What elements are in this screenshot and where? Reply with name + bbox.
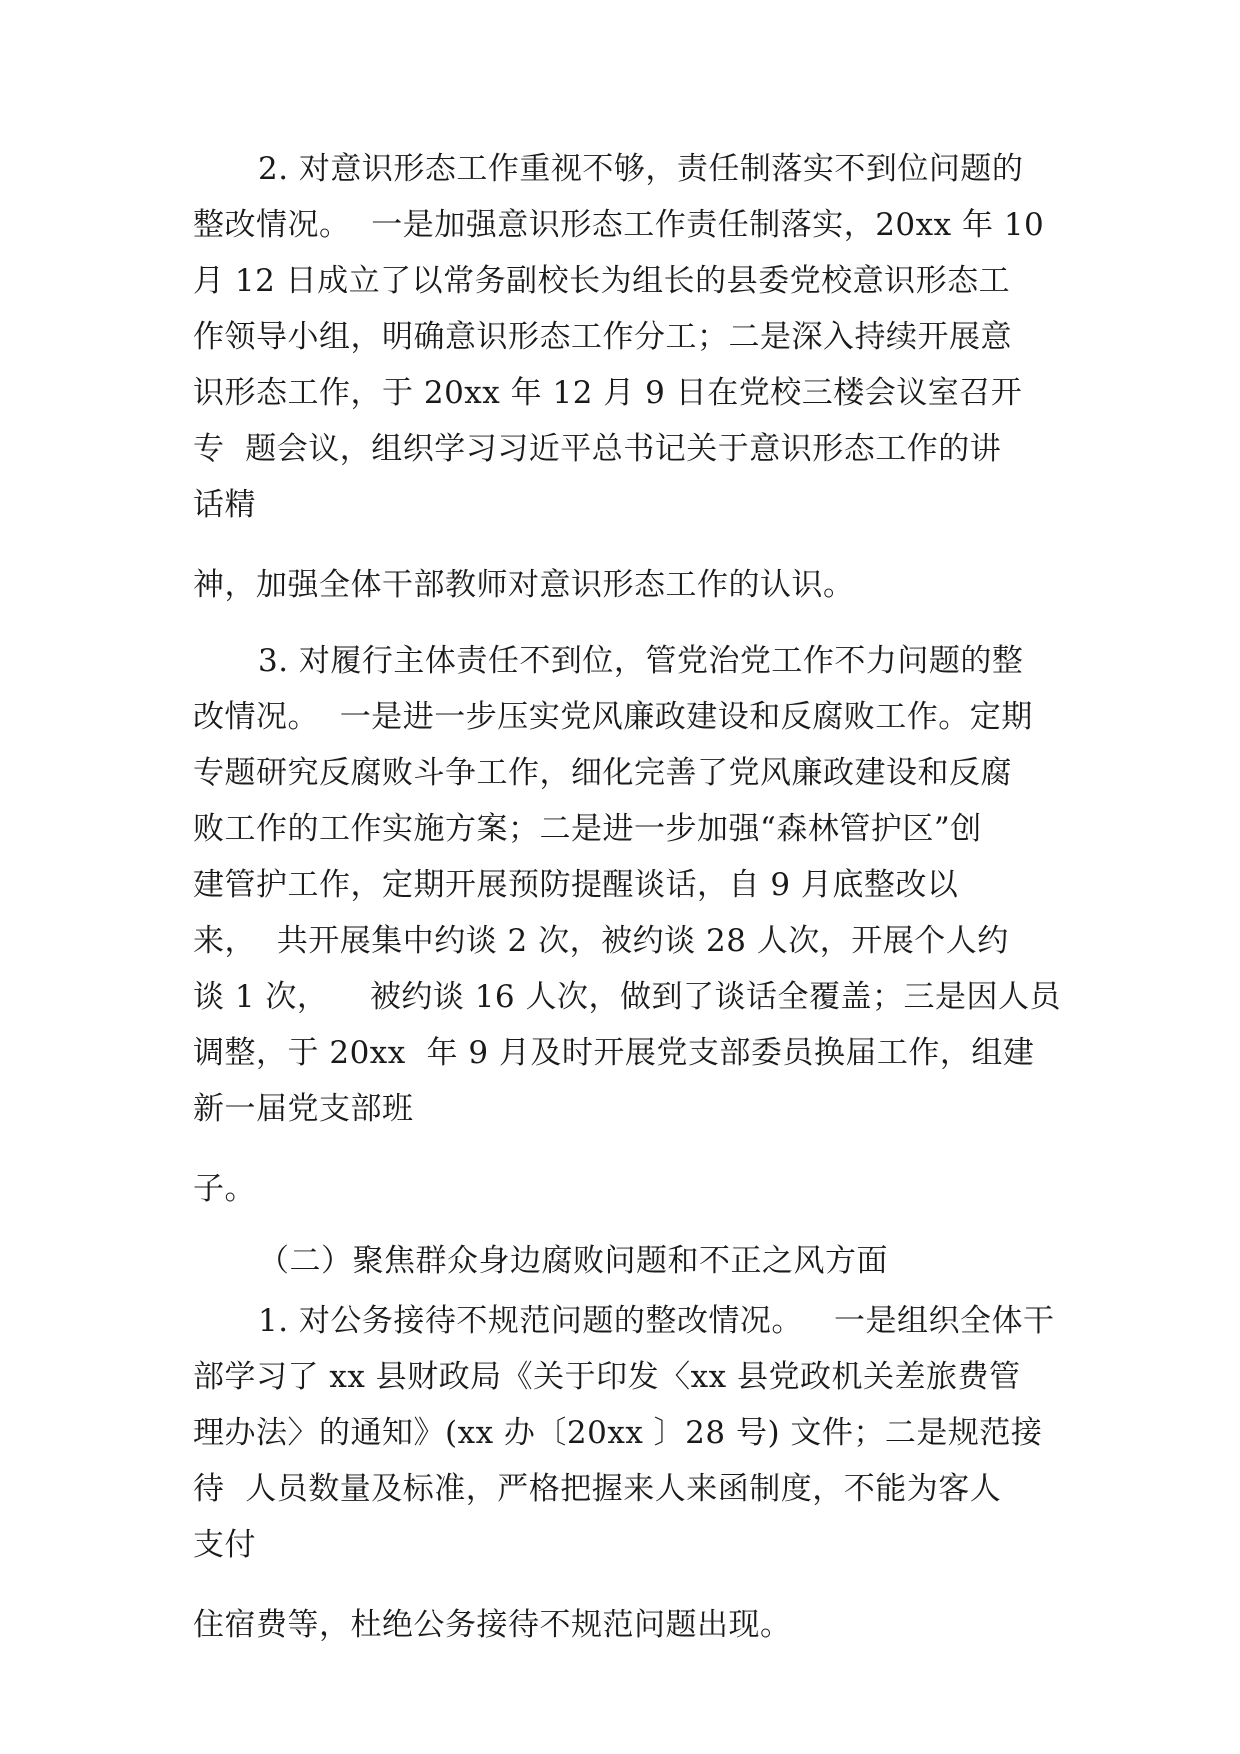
paragraph-line: 谈 1 次， 被约谈 16 人次，做到了谈话全覆盖；三是因人员 xyxy=(193,979,1061,1015)
paragraph-line: 部学习了 xx 县财政局《关于印发〈xx 县党政机关差旅费管 xyxy=(193,1359,1021,1395)
paragraph-line: 新一届党支部班 xyxy=(193,1091,414,1127)
paragraph-line: 专题研究反腐败斗争工作，细化完善了党风廉政建设和反腐 xyxy=(193,755,1012,791)
paragraph-line: 专 题会议，组织学习习近平总书记关于意识形态工作的讲 xyxy=(193,431,1002,467)
paragraph-line: 月 12 日成立了以常务副校长为组长的县委党校意识形态工 xyxy=(193,263,1011,299)
paragraph-line: 话精 xyxy=(193,487,256,523)
paragraph-line: 住宿费等，杜绝公务接待不规范问题出现。 xyxy=(193,1607,792,1643)
paragraph-line: 神，加强全体干部教师对意识形态工作的认识。 xyxy=(193,567,855,603)
paragraph-line: 整改情况。 一是加强意识形态工作责任制落实，20xx 年 10 xyxy=(193,207,1045,243)
paragraph-line: 理办法〉的通知》(xx 办〔20xx 〕28 号) 文件；二是规范接 xyxy=(193,1415,1043,1451)
paragraph-line: 支付 xyxy=(193,1527,256,1563)
paragraph-line: 子。 xyxy=(193,1171,256,1207)
paragraph-line: 待 人员数量及标准，严格把握来人来函制度，不能为客人 xyxy=(193,1471,1002,1507)
paragraph-line: 建管护工作，定期开展预防提醒谈话，自 9 月底整改以 xyxy=(193,867,959,903)
paragraph-line: 3. 对履行主体责任不到位，管党治党工作不力问题的整 xyxy=(258,643,1024,679)
paragraph-line: 改情况。 一是进一步压实党风廉政建设和反腐败工作。定期 xyxy=(193,699,1033,735)
section-heading: （二）聚焦群众身边腐败问题和不正之风方面 xyxy=(258,1243,888,1279)
paragraph-line: 识形态工作，于 20xx 年 12 月 9 日在党校三楼会议室召开 xyxy=(193,375,1023,411)
paragraph-line: 2. 对意识形态工作重视不够，责任制落实不到位问题的 xyxy=(258,151,1024,187)
paragraph-line: 来， 共开展集中约谈 2 次，被约谈 28 人次，开展个人约 xyxy=(193,923,1009,959)
paragraph-line: 作领导小组，明确意识形态工作分工；二是深入持续开展意 xyxy=(193,319,1012,355)
paragraph-line: 1. 对公务接待不规范问题的整改情况。 一是组织全体干 xyxy=(258,1303,1055,1339)
paragraph-line: 调整，于 20xx 年 9 月及时开展党支部委员换届工作，组建 xyxy=(193,1035,1035,1071)
paragraph-line: 败工作的工作实施方案；二是进一步加强“森林管护区”创 xyxy=(193,811,982,847)
